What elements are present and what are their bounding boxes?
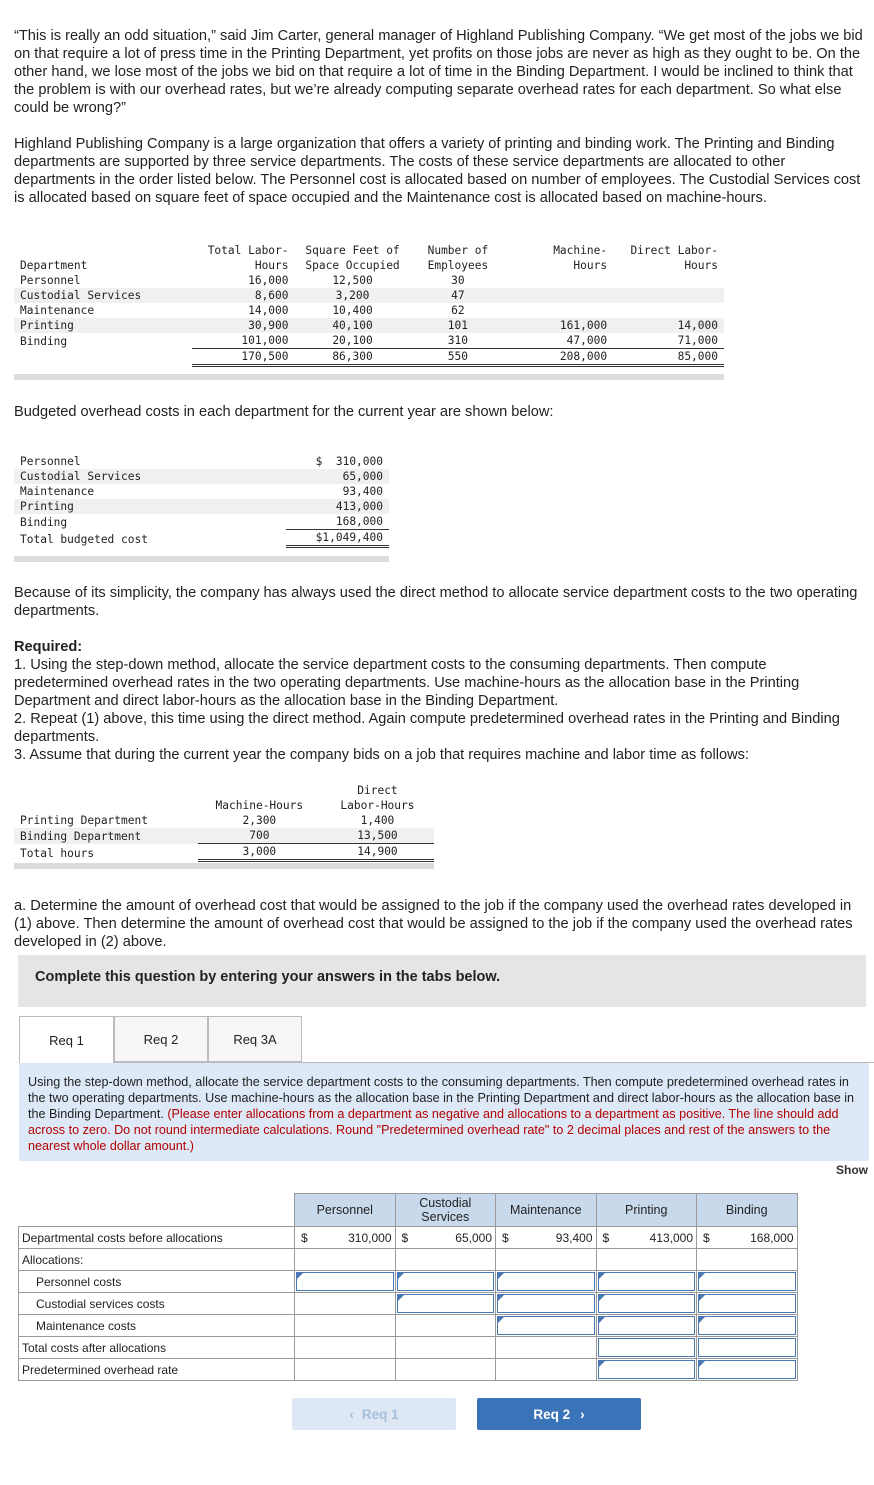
table-total-row: Total hours 3,000 14,900 [14, 844, 434, 861]
tab-req-3a[interactable]: Req 3A [208, 1016, 302, 1062]
instruction-note: (Please enter allocations from a department as negative and allocations to a department as positive. The line should add across to zero. Do not round intermediate calculations. Round "Predetermined overhead rate" to 2 decimal places and rest of the answers to the nearest whole dollar amount.) [28, 1107, 839, 1153]
table-row: Personnel $ 310,000 [20, 455, 383, 468]
table-row: Predetermined overhead rate [19, 1359, 798, 1381]
maintenance-alloc-printing-input[interactable] [596, 1315, 697, 1337]
custodial-alloc-custodial-input[interactable] [395, 1293, 496, 1315]
total-binding-input[interactable] [697, 1337, 798, 1359]
tab-req-1[interactable]: Req 1 [19, 1016, 114, 1064]
table-row: Printing 30,900 40,100 101 161,000 14,000 [14, 318, 724, 333]
table-row: Custodial Services 65,000 [14, 469, 389, 484]
instruction-panel [18, 955, 866, 1007]
table-row: Maintenance 93,400 [20, 485, 383, 498]
chevron-right-icon: › [580, 1406, 585, 1422]
show-work-link[interactable]: Show [836, 1163, 868, 1177]
table-total-row: 170,500 86,300 550 208,000 85,000 [14, 349, 724, 366]
tab-req-2[interactable]: Req 2 [114, 1016, 208, 1062]
required-item-3: 3. Assume that during the current year the company bids on a job that requires machine and labor time as follows: [14, 747, 749, 763]
personnel-alloc-printing-input[interactable] [596, 1271, 697, 1293]
table-total-row: Total budgeted cost $1,049,400 [14, 530, 389, 547]
prev-button[interactable]: ‹ Req 1 [292, 1398, 456, 1430]
table-row: Binding 168,000 [14, 514, 389, 530]
personnel-alloc-custodial-input[interactable] [395, 1271, 496, 1293]
rate-binding-input[interactable] [697, 1359, 798, 1381]
table-row: Personnel costs [19, 1271, 798, 1293]
rate-printing-input[interactable] [596, 1359, 697, 1381]
table-row: Binding Department 700 13,500 [14, 828, 434, 844]
required-item-2: 2. Repeat (1) above, this time using the direct method. Again compute predetermined overhead rates in the Printing and Binding departments. [14, 711, 840, 745]
custodial-alloc-binding-input[interactable] [697, 1293, 798, 1315]
personnel-alloc-personnel-input[interactable] [295, 1271, 396, 1293]
complete-prompt: Complete this question by entering your answers in the tabs below. [35, 969, 501, 985]
table-row: Allocations: [19, 1249, 798, 1271]
col-binding: Binding [697, 1194, 798, 1227]
table-row: Total costs after allocations [19, 1337, 798, 1359]
next-button[interactable]: Req 2 › [477, 1398, 641, 1430]
personnel-alloc-maintenance-input[interactable] [496, 1271, 597, 1293]
budget-table [14, 454, 389, 548]
intro-paragraph-2: Highland Publishing Company is a large organization that offers a variety of printing and binding work. The Printing and Binding departments are supported by three service departments. The costs of these service departments are allocated to other departments in the order listed below. The Personnel cost is allocated based on number of employees. The Custodial Services cost is allocated based on square feet of space occupied and the Maintenance cost is allocated based on machine-hours. [14, 136, 861, 206]
custodial-alloc-printing-input[interactable] [596, 1293, 697, 1315]
total-printing-input[interactable] [596, 1337, 697, 1359]
table-row: Maintenance 14,000 10,400 62 [20, 304, 465, 317]
maintenance-alloc-maintenance-input[interactable] [496, 1315, 597, 1337]
col-printing: Printing [596, 1194, 697, 1227]
table-row: Departmental costs before allocations $ 310,000 $ 65,000 $ 93,400 $ 413,000 $ 168,000 [19, 1227, 798, 1249]
personnel-alloc-binding-input[interactable] [697, 1271, 798, 1293]
divider [14, 556, 389, 562]
required-heading: Required: [14, 639, 83, 655]
requirement-instructions [19, 1063, 869, 1161]
answer-table [18, 1193, 798, 1381]
divider [14, 374, 724, 380]
col-maintenance: Maintenance [496, 1194, 597, 1227]
department-header: Department [20, 259, 88, 272]
table-row: Custodial Services 8,600 3,200 47 [14, 288, 724, 303]
chevron-left-icon: ‹ [349, 1406, 354, 1422]
col-custodial-services: Custodial Services [395, 1194, 496, 1227]
custodial-alloc-maintenance-input[interactable] [496, 1293, 597, 1315]
instruction-main: Using the step-down method, allocate the service department costs to the consuming departments. Then compute predetermined overhead rates in the two operating departments. Use machine-hours as the allocation base in the Printing Department and direct labor-hours as the allocation base in the Binding Department. [28, 1075, 855, 1121]
table-row: Custodial services costs [19, 1293, 798, 1315]
table-row: Personnel 16,000 12,500 30 [20, 274, 465, 287]
table-row: Printing Department 2,300 1,400 [20, 814, 395, 827]
part-a-text: a. Determine the amount of overhead cost that would be assigned to the job if the company used the overhead rates developed in (1) above. Then determine the amount of overhead cost that would be assigned to the job if the company used the overhead rates developed in (2) above. [14, 898, 853, 950]
divider [14, 863, 434, 869]
maintenance-alloc-binding-input[interactable] [697, 1315, 798, 1337]
col-personnel: Personnel [295, 1194, 396, 1227]
department-data-table: Total Labor- Square Feet of Number of Machine- Direct Labor- Department Hours Space Occupied Employees Hours Hours Personnel 16,000 12,500 30 Custodial Services 8,600 3,200 47 Maintenance 14,000 10,400 62 Printing 30,900 40,100 101 161,000 14,000 Binding 101,000 20,100 310 47,000 71,000 170,500 86,300 550 208,000 85,000 [14, 243, 724, 367]
budget-intro: Budgeted overhead costs in each department for the current year are shown below: [14, 404, 554, 420]
table-row: Printing 413,000 [14, 499, 389, 514]
table-row: Maintenance costs [19, 1315, 798, 1337]
direct-method-text: Because of its simplicity, the company has always used the direct method to allocate service department costs to the two operating departments. [14, 585, 858, 619]
required-item-1: 1. Using the step-down method, allocate the service department costs to the consuming departments. Then compute predetermined overhead rates in the two operating departments. Use machine-hours as the allocation base in the Printing Department and direct labor-hours as the allocation base in the Binding Department. [14, 657, 800, 709]
intro-paragraph-1: “This is really an odd situation,” said Jim Carter, general manager of Highland Publishing Company. “We get most of the jobs we bid on that require a lot of press time in the Printing Department, yet profits on those jobs are never as high as they ought to be. On the other hand, we lose most of the jobs we bid on that require a lot of time in the Binding Department. I would be inclined to think that the problem is with our overhead rates, but we’re already computing separate overhead rates for each department. So what else could be wrong?” [14, 28, 863, 116]
job-hours-table: Direct Machine-Hours Labor-Hours Printing Department 2,300 1,400 Binding Department 700 13,500 Total hours 3,000 14,900 [14, 783, 434, 862]
table-row: Binding 101,000 20,100 310 47,000 71,000 [14, 333, 724, 349]
